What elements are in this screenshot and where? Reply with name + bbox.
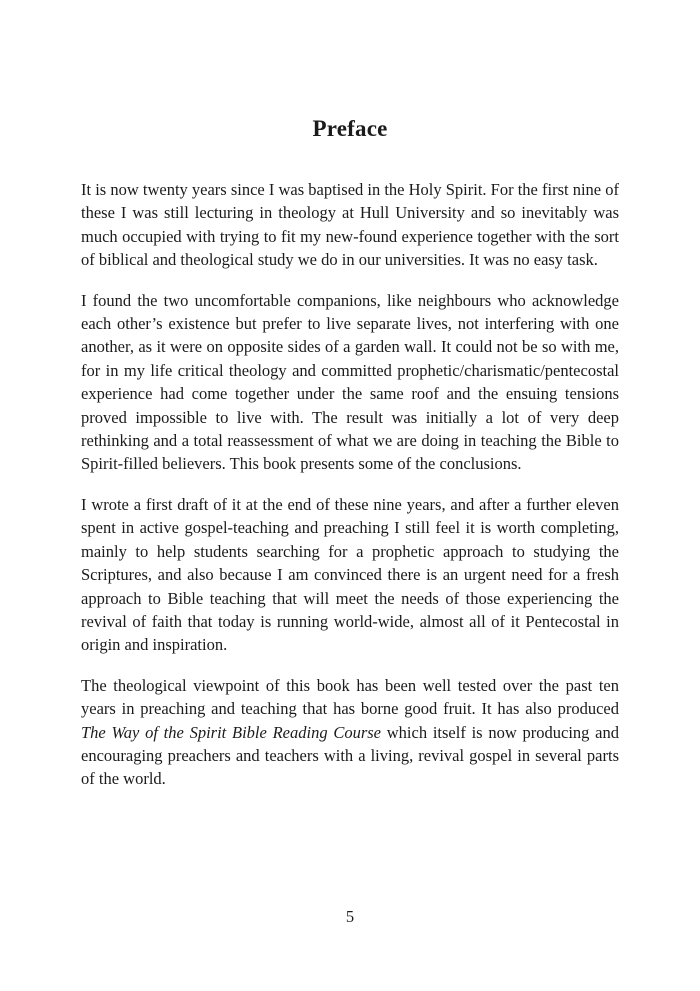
paragraph [81,674,619,791]
page-title: Preface [312,116,388,141]
page-content [81,0,619,808]
paragraph-text: I found the two uncomfortable companions, like neighbours who acknowledge each other’s existence but prefer to live separate lives, not interfering with one another, as it were on opposite sides of a garden wall. It could not be so with me, for in my life critical theology and committed prophetic/charismatic/pentecostal experience had come together under the same roof and the ensuing tensions proved impossible to live with. The result was initially a lot of very deep rethinking and a total reassessment of what we are doing in teaching the Bible to Spirit-filled believers. This book presents some of the conclusions. [81,290,619,474]
paragraph-text: which itself is now producing and encouraging preachers and teachers with a living, revival gospel in several parts of the world. [81,722,619,789]
paragraph-text: I wrote a first draft of it at the end of these nine years, and after a further eleven spent in active gospel-teaching and preaching I still feel it is worth completing, mainly to help students searching for a prophetic approach to studying the Scriptures, and also because I am convinced there is an urgent need for a fresh approach to Bible teaching that will meet the needs of those experiencing the revival of faith that today is running world-wide, almost all of it Pentecostal in origin and inspiration. [81,494,619,655]
page-number: 5 [345,907,355,926]
book-title-italic: The Way of the Spirit Bible Reading Course [81,722,381,742]
paragraph-text: The theological viewpoint of this book has been well tested over the past ten years in preaching and teaching that has borne good fruit. It has also produced [81,675,619,719]
paragraph-text: It is now twenty years since I was baptised in the Holy Spirit. For the first nine of these I was still lecturing in theology at Hull University and so inevitably was much occupied with trying to fit my new-found experience together with the sort of biblical and theological study we do in our universities. It was no easy task. [81,180,619,270]
paragraph [81,178,619,272]
paragraph [81,493,619,657]
paragraph [81,289,619,476]
